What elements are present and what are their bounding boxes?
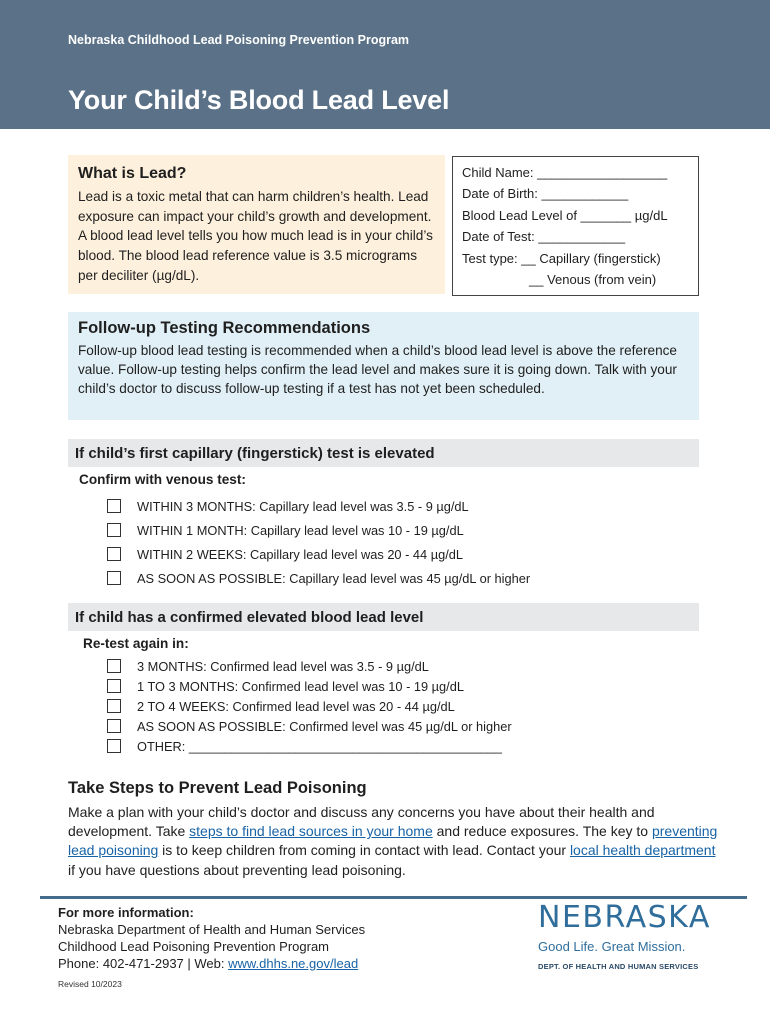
confirmed-subheading: Re-test again in: — [83, 636, 189, 651]
page-title: Your Child’s Blood Lead Level — [68, 85, 450, 115]
prevent-heading: Take Steps to Prevent Lead Poisoning — [68, 779, 367, 797]
test-type-capillary-field[interactable]: Test type: __ Capillary (fingerstick) — [462, 250, 661, 266]
prevent-text: is to keep children from coming in contact with lead. Contact your — [158, 842, 570, 859]
footer-info — [58, 904, 365, 972]
checkbox[interactable] — [107, 523, 121, 537]
local-health-department-link[interactable]: local health department — [569, 842, 716, 859]
prevent-text: Make a plan with your child’s doctor and discuss any concerns you have about their health and development. Take — [68, 804, 655, 840]
date-of-test-field[interactable]: Date of Test: ____________ — [462, 229, 626, 245]
list-item-label: 1 TO 3 MONTHS: Confirmed lead level was 10 - 19 µg/dL — [137, 678, 464, 694]
confirmed-checklist — [107, 656, 512, 756]
capillary-subheading: Confirm with venous test: — [79, 472, 246, 487]
checkbox[interactable] — [107, 659, 121, 673]
list-item-label: WITHIN 3 MONTHS: Capillary lead level was 3.5 - 9 µg/dL — [137, 498, 469, 514]
confirmed-section-heading: If child has a confirmed elevated blood lead level — [68, 603, 699, 631]
list-item-label: 2 TO 4 WEEKS: Confirmed lead level was 20 - 44 µg/dL — [137, 698, 455, 714]
what-is-lead-body: Lead is a toxic metal that can harm children’s health. Lead exposure can impact your child’s growth and development. A blood lead level tells you how much lead is in your child’s blood. The blood lead reference value is 3.5 micrograms per deciliter (µg/dL). — [78, 189, 433, 283]
checkbox[interactable] — [107, 571, 121, 585]
what-is-lead-box — [68, 155, 445, 294]
list-item — [107, 656, 512, 676]
footer-program: Childhood Lead Poisoning Prevention Program — [58, 939, 330, 954]
program-name: Nebraska Childhood Lead Poisoning Prevention Program — [68, 33, 410, 47]
followup-heading: Follow-up Testing Recommendations — [78, 319, 371, 337]
checkbox[interactable] — [107, 739, 121, 753]
list-item — [107, 566, 530, 590]
capillary-section-heading: If child’s first capillary (fingerstick) test is elevated — [68, 439, 699, 467]
checkbox[interactable] — [107, 699, 121, 713]
followup-body: Follow-up blood lead testing is recommended when a child’s blood lead level is above the reference value. Follow-up testing helps confirm the lead level and makes sure it is going down. Talk with your child’s doctor to discuss follow-up testing if a test has not yet been scheduled. — [78, 343, 677, 397]
other-field[interactable]: OTHER: ____________________________________________ — [137, 738, 503, 754]
logo-wordmark: NEBRASKA — [538, 900, 711, 935]
list-item — [107, 494, 530, 518]
logo-dept: DEPT. OF HEALTH AND HUMAN SERVICES — [538, 962, 699, 971]
prevent-text: if you have questions about preventing lead poisoning. — [68, 861, 406, 878]
list-item — [107, 518, 530, 542]
child-name-field[interactable]: Child Name: __________________ — [462, 165, 668, 180]
prevent-section — [68, 779, 718, 880]
list-item-label: AS SOON AS POSSIBLE: Capillary lead level was 45 µg/dL or higher — [137, 570, 531, 586]
preventing-lead-poisoning-link[interactable]: preventing lead poisoning — [68, 823, 718, 859]
list-item-label: 3 MONTHS: Confirmed lead level was 3.5 - 9 µg/dL — [137, 658, 429, 674]
page-header — [0, 0, 770, 129]
footer-dept: Nebraska Department of Health and Human Services — [58, 922, 366, 937]
footer-divider — [40, 896, 747, 899]
footer-phone: Phone: 402-471-2937 | Web: — [58, 956, 229, 971]
nebraska-dhhs-logo — [538, 900, 718, 990]
blood-lead-level-field[interactable]: Blood Lead Level of _______ µg/dL — [462, 207, 668, 223]
list-item-label: WITHIN 2 WEEKS: Capillary lead level was 20 - 44 µg/dL — [137, 546, 463, 562]
footer-label: For more information: — [58, 905, 194, 920]
prevent-text: and reduce exposures. The key to — [432, 823, 652, 840]
prevent-body — [68, 803, 718, 880]
logo-tagline: Good Life. Great Mission. — [538, 939, 686, 954]
list-item — [107, 736, 512, 756]
followup-box — [68, 312, 699, 420]
list-item-label: AS SOON AS POSSIBLE: Confirmed level was 45 µg/dL or higher — [137, 718, 512, 734]
list-item — [107, 676, 512, 696]
checkbox[interactable] — [107, 719, 121, 733]
revised-date: Revised 10/2023 — [58, 979, 122, 989]
footer-contact — [58, 955, 365, 972]
what-is-lead-heading: What is Lead? — [78, 165, 187, 182]
lead-sources-link[interactable]: steps to find lead sources in your home — [189, 823, 433, 840]
list-item-label: WITHIN 1 MONTH: Capillary lead level was 10 - 19 µg/dL — [137, 522, 464, 538]
checkbox[interactable] — [107, 499, 121, 513]
date-of-birth-field[interactable]: Date of Birth: ____________ — [462, 186, 629, 202]
capillary-checklist — [107, 494, 530, 590]
list-item — [107, 696, 512, 716]
test-type-venous-field[interactable]: __ Venous (from vein) — [529, 272, 657, 288]
checkbox[interactable] — [107, 547, 121, 561]
list-item — [107, 716, 512, 736]
list-item — [107, 542, 530, 566]
child-info-box — [452, 156, 699, 296]
dhhs-web-link[interactable]: www.dhhs.ne.gov/lead — [228, 956, 359, 971]
checkbox[interactable] — [107, 679, 121, 693]
